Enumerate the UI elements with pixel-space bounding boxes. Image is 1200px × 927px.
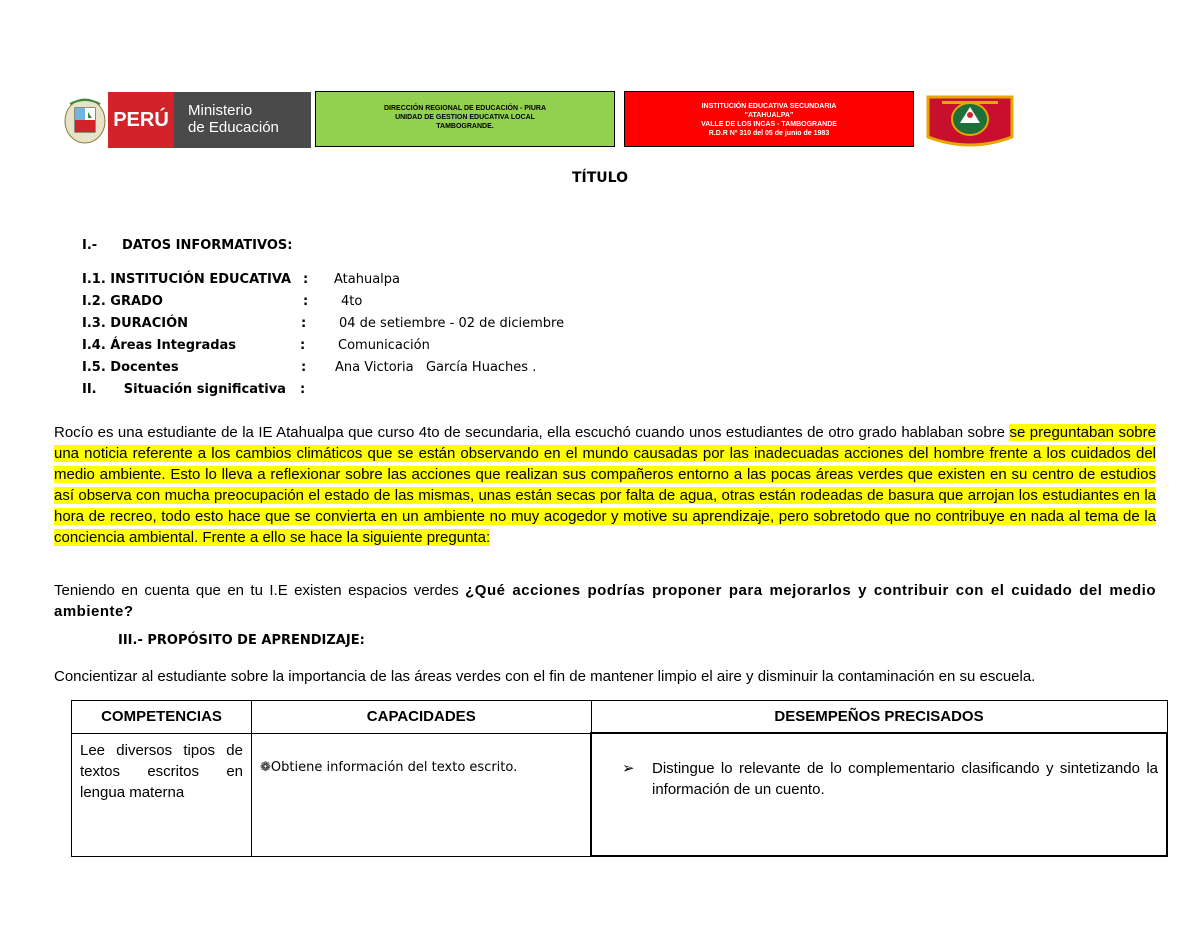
datos-row-situacion: II. Situación significativa : bbox=[82, 382, 306, 397]
cell-desempeno: ➢ Distingue lo relevante de lo complementario clasificando y sintetizando la información de un cuento. bbox=[591, 733, 1167, 856]
cell-capacidad: ❁Obtiene información del texto escrito. bbox=[252, 733, 592, 856]
highlighted-text: se preguntaban sobre una noticia referente a los cambios climáticos que se están observando en el mundo causadas por las inadecuadas acciones del hombre frente a los cuidados del medio ambiente. Esto lo lleva a reflexionar sobre las acciones que realizan sus compañeros entorno a las pocas áreas verdes que existen en su centro de estudios así observa con mucha preocupación el estado de las mismas, unas están secas por falta de agua, otras están rodeadas de basura que arrojan los estudiantes en la hora de recreo, todo esto hace que se convierta en un ambiente no muy acogedor y motive su aprendizaje, pero sobretodo que no contribuye en nada al tema de la conciencia ambiental. Frente a ello se hace la siguiente pregunta: bbox=[54, 424, 1156, 546]
ministerio-logo bbox=[62, 92, 311, 148]
datos-row-duracion: I.3. DURACIÓN : 04 de setiembre - 02 de diciembre bbox=[82, 316, 565, 331]
section-1-number: I.- bbox=[82, 238, 98, 253]
datos-row-areas: I.4. Áreas Integradas : Comunicación bbox=[82, 338, 430, 353]
cell-competencia: Lee diversos tipos de textos escritos en lengua materna bbox=[72, 733, 252, 856]
table-header-row bbox=[72, 701, 1168, 734]
table-row bbox=[72, 733, 1168, 856]
ugel-box: DIRECCIÓN REGIONAL DE EDUCACIÓN - PIURA UNIDAD DE GESTION EDUCATIVA LOCAL TAMBOGRANDE. bbox=[315, 91, 615, 147]
purpose-text: Concientizar al estudiante sobre la importancia de las áreas verdes con el fin de mantener limpio el aire y disminuir la contaminación en su escuela. bbox=[54, 668, 1036, 685]
peru-shield-icon bbox=[62, 94, 108, 146]
header-capacidades: CAPACIDADES bbox=[252, 701, 592, 734]
school-emblem-icon bbox=[922, 93, 1018, 149]
ministerio-label: Ministerio de Educación bbox=[174, 92, 311, 148]
section-1-heading: DATOS INFORMATIVOS: bbox=[122, 238, 293, 253]
section-3-heading: III.- PROPÓSITO DE APRENDIZAJE: bbox=[118, 633, 365, 648]
datos-row-institucion: I.1. INSTITUCIÓN EDUCATIVA : Atahualpa bbox=[82, 272, 401, 287]
header-competencias: COMPETENCIAS bbox=[72, 701, 252, 734]
flower-bullet-icon: ❁ bbox=[260, 759, 271, 775]
datos-row-docentes: I.5. Docentes : Ana Victoria García Huaches . bbox=[82, 360, 537, 375]
peru-label: PERÚ bbox=[108, 92, 174, 148]
datos-row-grado: I.2. GRADO : 4to bbox=[82, 294, 363, 309]
arrow-bullet-icon: ➢ bbox=[622, 760, 635, 777]
institution-box: INSTITUCIÓN EDUCATIVA SECUNDARIA "ATAHUALPA" VALLE DE LOS INCAS - TAMBOGRANDE R.D.R Nº 310 del 05 de junio de 1983 bbox=[624, 91, 914, 147]
header-desempenos: DESEMPEÑOS PRECISADOS bbox=[591, 701, 1167, 734]
competencies-table bbox=[71, 700, 1168, 857]
document-title: TÍTULO bbox=[572, 170, 628, 186]
guiding-question: ¿Qué acciones podrías proponer para mejorarlos y contribuir con el cuidado del medio ambiente? bbox=[54, 582, 1156, 620]
question-paragraph: Teniendo en cuenta que en tu I.E existen espacios verdes ¿Qué acciones podrías proponer para mejorarlos y contribuir con el cuidado del medio ambiente? bbox=[54, 582, 1156, 620]
situation-paragraph: Rocío es una estudiante de la IE Atahualpa que curso 4to de secundaria, ella escuchó cuando unos estudiantes de otro grado hablaban sobre se preguntaban sobre una noticia referente a los cambios climáticos que se están observando en el mundo causadas por las inadecuadas acciones del hombre frente a los cuidados del medio ambiente. Esto lo lleva a reflexionar sobre las acciones que realizan sus compañeros entorno a las pocas áreas verdes que existen en su centro de estudios así observa con mucha preocupación el estado de las mismas, unas están secas por falta de agua, otras están rodeadas de basura que arrojan los estudiantes en la hora de recreo, todo esto hace que se convierta en un ambiente no muy acogedor y motive su aprendizaje, pero sobretodo que no contribuye en nada al tema de la conciencia ambiental. Frente a ello se hace la siguiente pregunta: bbox=[54, 424, 1156, 546]
